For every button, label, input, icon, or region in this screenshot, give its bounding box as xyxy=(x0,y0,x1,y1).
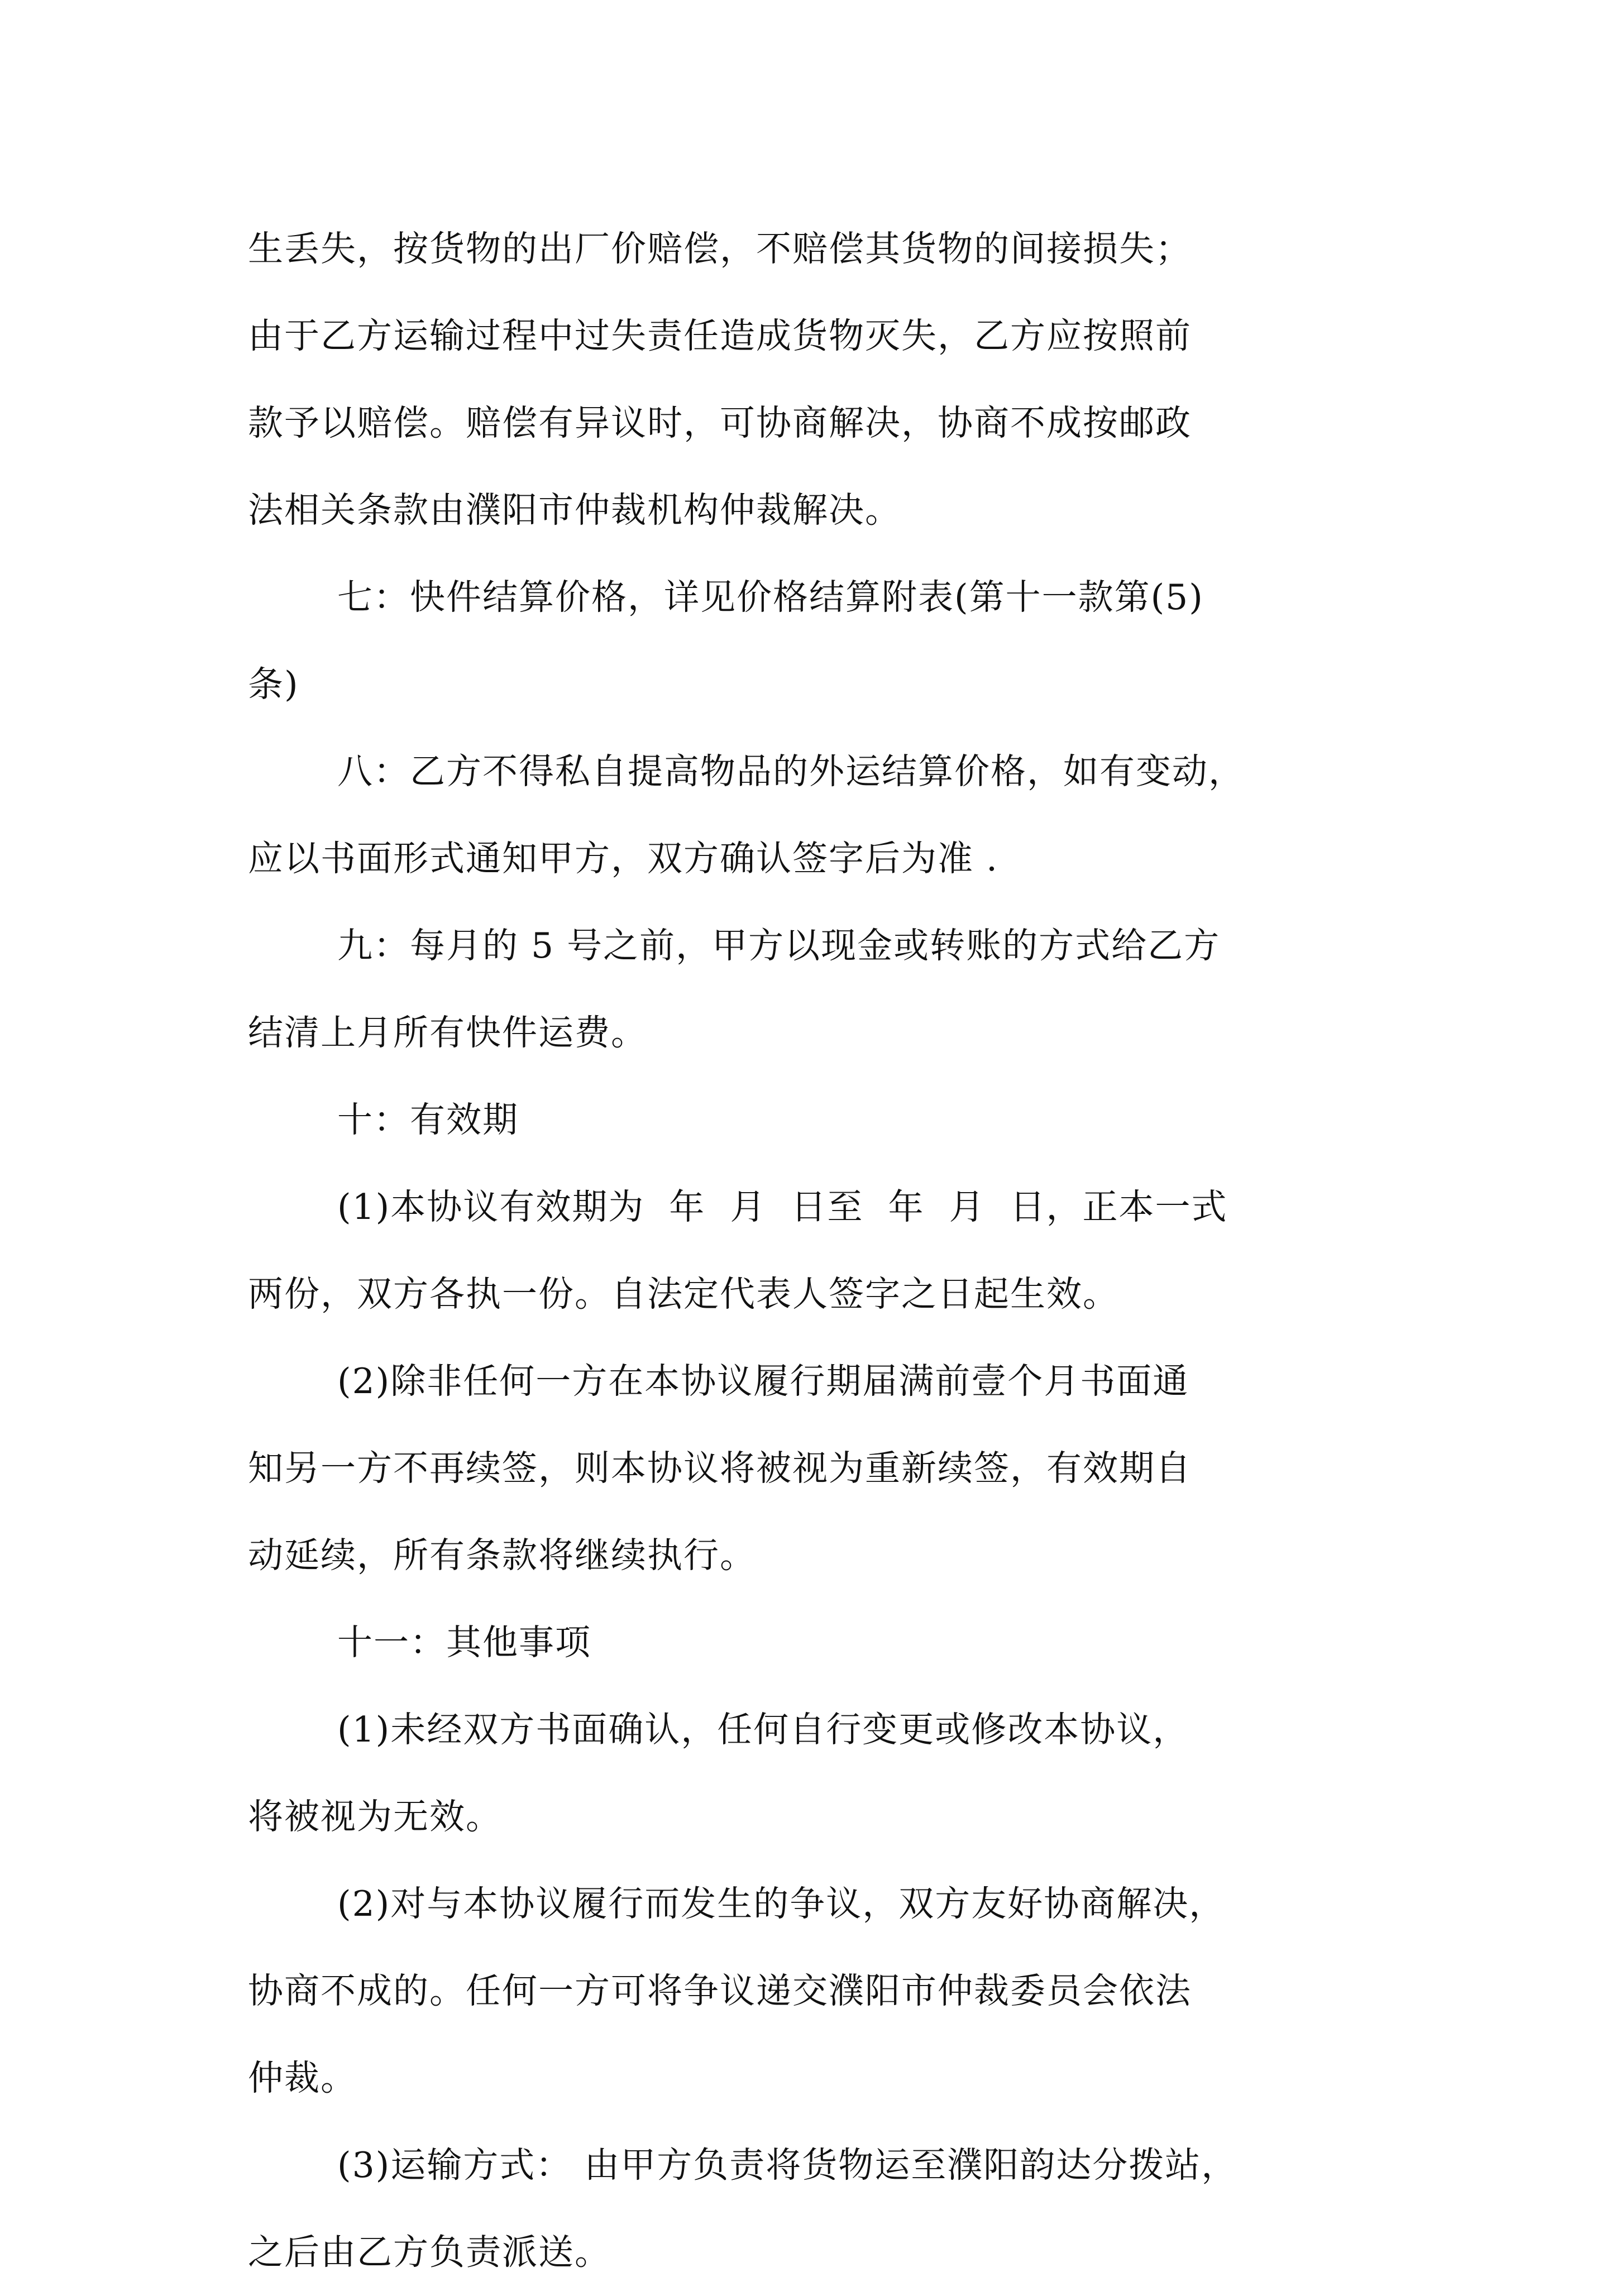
text-line: 动延续，所有条款将继续执行。 xyxy=(248,1535,756,1576)
text-line: 应以书面形式通知甲方，双方确认签字后为准 . xyxy=(248,838,999,879)
text-line: 结清上月所有快件运费。 xyxy=(248,1012,647,1053)
text-line: 仲裁。 xyxy=(248,2058,357,2098)
text-line: 款予以赔偿。赔偿有异议时，可协商解决，协商不成按邮政 xyxy=(248,403,1192,443)
clause-11-item-1: (1)未经双方书面确认，任何自行变更或修改本协议， xyxy=(337,1709,1189,1750)
clause-11-heading: 十一：其他事项 xyxy=(337,1622,591,1663)
text-line: 条) xyxy=(248,664,299,705)
text-line: 法相关条款由濮阳市仲裁机构仲裁解决。 xyxy=(248,490,901,530)
clause-11-item-3: (3)运输方式： 由甲方负责将货物运至濮阳韵达分拨站， xyxy=(337,2145,1238,2185)
clause-10-heading: 十：有效期 xyxy=(337,1099,519,1140)
clause-10-item-2: (2)除非任何一方在本协议履行期届满前壹个月书面通 xyxy=(337,1361,1189,1401)
document-body xyxy=(248,205,1376,2296)
clause-9-heading: 九：每月的 5 号之前，甲方以现金或转账的方式给乙方 xyxy=(337,925,1221,966)
clause-8-heading: 八：乙方不得私自提高物品的外运结算价格，如有变动， xyxy=(337,751,1245,792)
text-line: 生丢失，按货物的出厂价赔偿，不赔偿其货物的间接损失； xyxy=(248,228,1192,269)
text-line: 由于乙方运输过程中过失责任造成货物灭失，乙方应按照前 xyxy=(248,315,1192,356)
text-line: 知另一方不再续签，则本协议将被视为重新续签，有效期自 xyxy=(248,1448,1192,1489)
text-line: 将被视为无效。 xyxy=(248,1796,502,1837)
clause-7-heading: 七：快件结算价格，详见价格结算附表(第十一款第(5) xyxy=(337,577,1204,618)
text-line: 之后由乙方负责派送。 xyxy=(248,2232,611,2273)
text-line: 协商不成的。任何一方可将争议递交濮阳市仲裁委员会依法 xyxy=(248,1970,1192,2011)
text-line: 两份，双方各执一份。自法定代表人签字之日起生效。 xyxy=(248,1274,1119,1314)
clause-11-item-2: (2)对与本协议履行而发生的争议，双方友好协商解决， xyxy=(337,1883,1226,1924)
clause-10-item-1: (1)本协议有效期为 年 月 日至 年 月 日，正本一式 xyxy=(337,1187,1228,1227)
